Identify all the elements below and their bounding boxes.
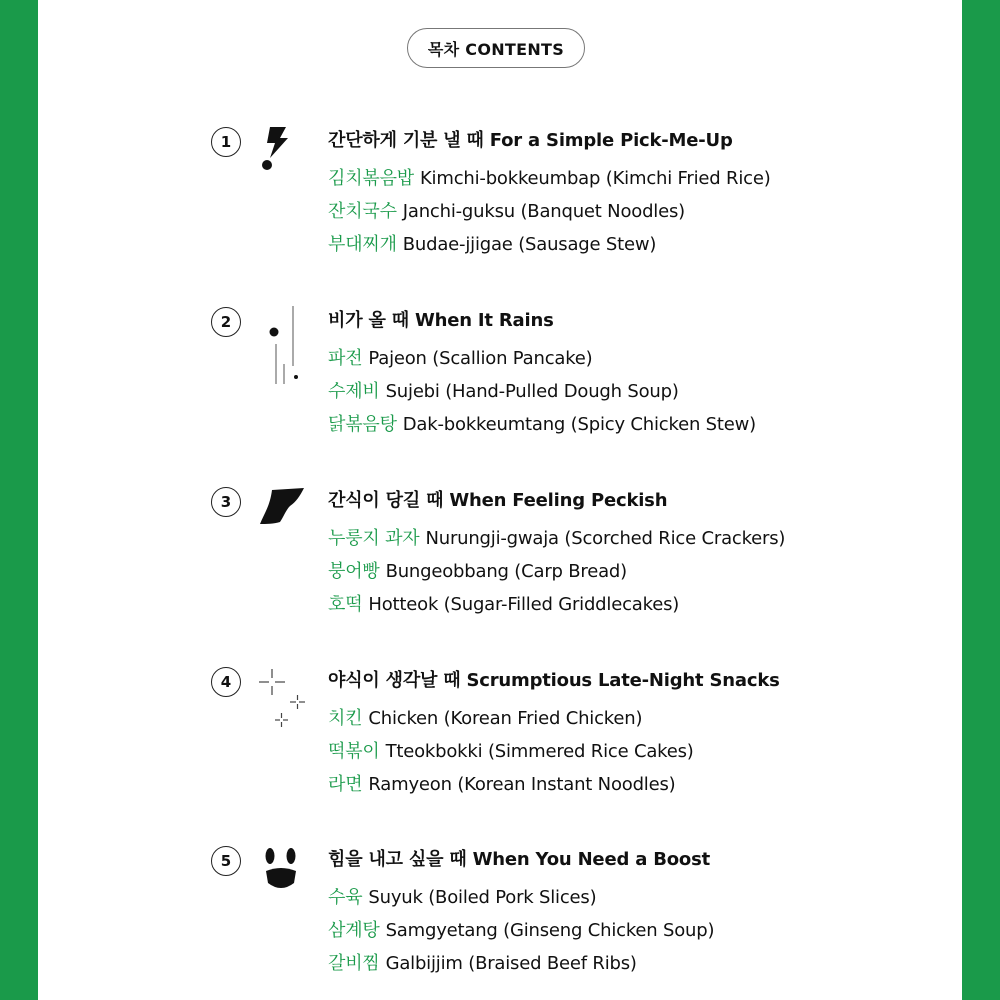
dish-korean-name: 라면 xyxy=(328,774,363,795)
dish-korean-name: 호떡 xyxy=(328,594,363,615)
dish-korean-name: 수육 xyxy=(328,887,363,908)
dish-item xyxy=(328,164,771,190)
dish-english-name: Janchi-guksu (Banquet Noodles) xyxy=(402,201,685,222)
dish-korean-name: 잔치국수 xyxy=(328,201,397,222)
dish-english-name: Samgyetang (Ginseng Chicken Soup) xyxy=(385,920,715,941)
dish-item xyxy=(328,197,685,223)
dish-english-name: Suyuk (Boiled Pork Slices) xyxy=(368,887,597,908)
dish-english-name: Bungeobbang (Carp Bread) xyxy=(385,561,627,582)
dish-item xyxy=(328,704,642,730)
dish-korean-name: 붕어빵 xyxy=(328,561,380,582)
dish-item xyxy=(328,230,656,256)
dish-english-name: Chicken (Korean Fried Chicken) xyxy=(368,708,643,729)
section-heading: 비가 올 때 When It Rains xyxy=(328,310,554,331)
dish-korean-name: 갈비찜 xyxy=(328,953,380,974)
dish-korean-name: 김치볶음밥 xyxy=(328,168,414,189)
section-number: 3 xyxy=(211,487,241,517)
section-5 xyxy=(38,839,962,979)
dish-item xyxy=(328,916,714,942)
section-heading: 야식이 생각날 때 Scrumptious Late-Night Snacks xyxy=(328,670,780,691)
dish-english-name: Kimchi-bokkeumbap (Kimchi Fried Rice) xyxy=(419,168,771,189)
section-1 xyxy=(38,120,962,260)
dish-korean-name: 치킨 xyxy=(328,708,363,729)
section-number: 4 xyxy=(211,667,241,697)
lightning-drop-icon xyxy=(256,124,306,184)
dish-english-name: Nurungji-gwaja (Scorched Rice Crackers) xyxy=(425,528,786,549)
section-heading: 힘을 내고 싶을 때 When You Need a Boost xyxy=(328,849,710,870)
dish-english-name: Pajeon (Scallion Pancake) xyxy=(368,348,593,369)
dish-english-name: Ramyeon (Korean Instant Noodles) xyxy=(368,774,676,795)
section-3 xyxy=(38,480,962,620)
dish-english-name: Dak-bokkeumtang (Spicy Chicken Stew) xyxy=(402,414,756,435)
dish-item xyxy=(328,377,679,403)
dish-korean-name: 누룽지 과자 xyxy=(328,528,420,549)
dish-item xyxy=(328,737,694,763)
dish-item xyxy=(328,883,596,909)
dish-item xyxy=(328,557,627,583)
snack-shape-icon xyxy=(256,484,306,544)
dish-korean-name: 떡볶이 xyxy=(328,741,380,762)
dish-item xyxy=(328,949,637,975)
section-heading: 간식이 당길 때 When Feeling Peckish xyxy=(328,490,668,511)
sparkle-stars-icon xyxy=(256,666,306,730)
dish-korean-name: 닭볶음탕 xyxy=(328,414,397,435)
dish-item xyxy=(328,590,679,616)
dish-english-name: Budae-jjigae (Sausage Stew) xyxy=(402,234,657,255)
section-heading: 간단하게 기분 낼 때 For a Simple Pick-Me-Up xyxy=(328,130,733,151)
section-4 xyxy=(38,660,962,800)
contents-page xyxy=(38,0,962,1000)
dish-korean-name: 수제비 xyxy=(328,381,380,402)
boost-face-icon xyxy=(256,843,306,903)
dish-english-name: Hotteok (Sugar-Filled Griddlecakes) xyxy=(368,594,680,615)
dish-english-name: Sujebi (Hand-Pulled Dough Soup) xyxy=(385,381,679,402)
dish-korean-name: 파전 xyxy=(328,348,363,369)
rain-lines-icon xyxy=(256,304,306,390)
section-2 xyxy=(38,300,962,440)
section-number: 1 xyxy=(211,127,241,157)
dish-item xyxy=(328,344,593,370)
dish-korean-name: 부대찌개 xyxy=(328,234,397,255)
dish-item xyxy=(328,410,756,436)
dish-korean-name: 삼계탕 xyxy=(328,920,380,941)
contents-title: 목차 CONTENTS xyxy=(407,28,585,68)
section-number: 2 xyxy=(211,307,241,337)
dish-english-name: Galbijjim (Braised Beef Ribs) xyxy=(385,953,637,974)
section-number: 5 xyxy=(211,846,241,876)
dish-item xyxy=(328,770,675,796)
dish-item xyxy=(328,524,785,550)
dish-english-name: Tteokbokki (Simmered Rice Cakes) xyxy=(385,741,694,762)
